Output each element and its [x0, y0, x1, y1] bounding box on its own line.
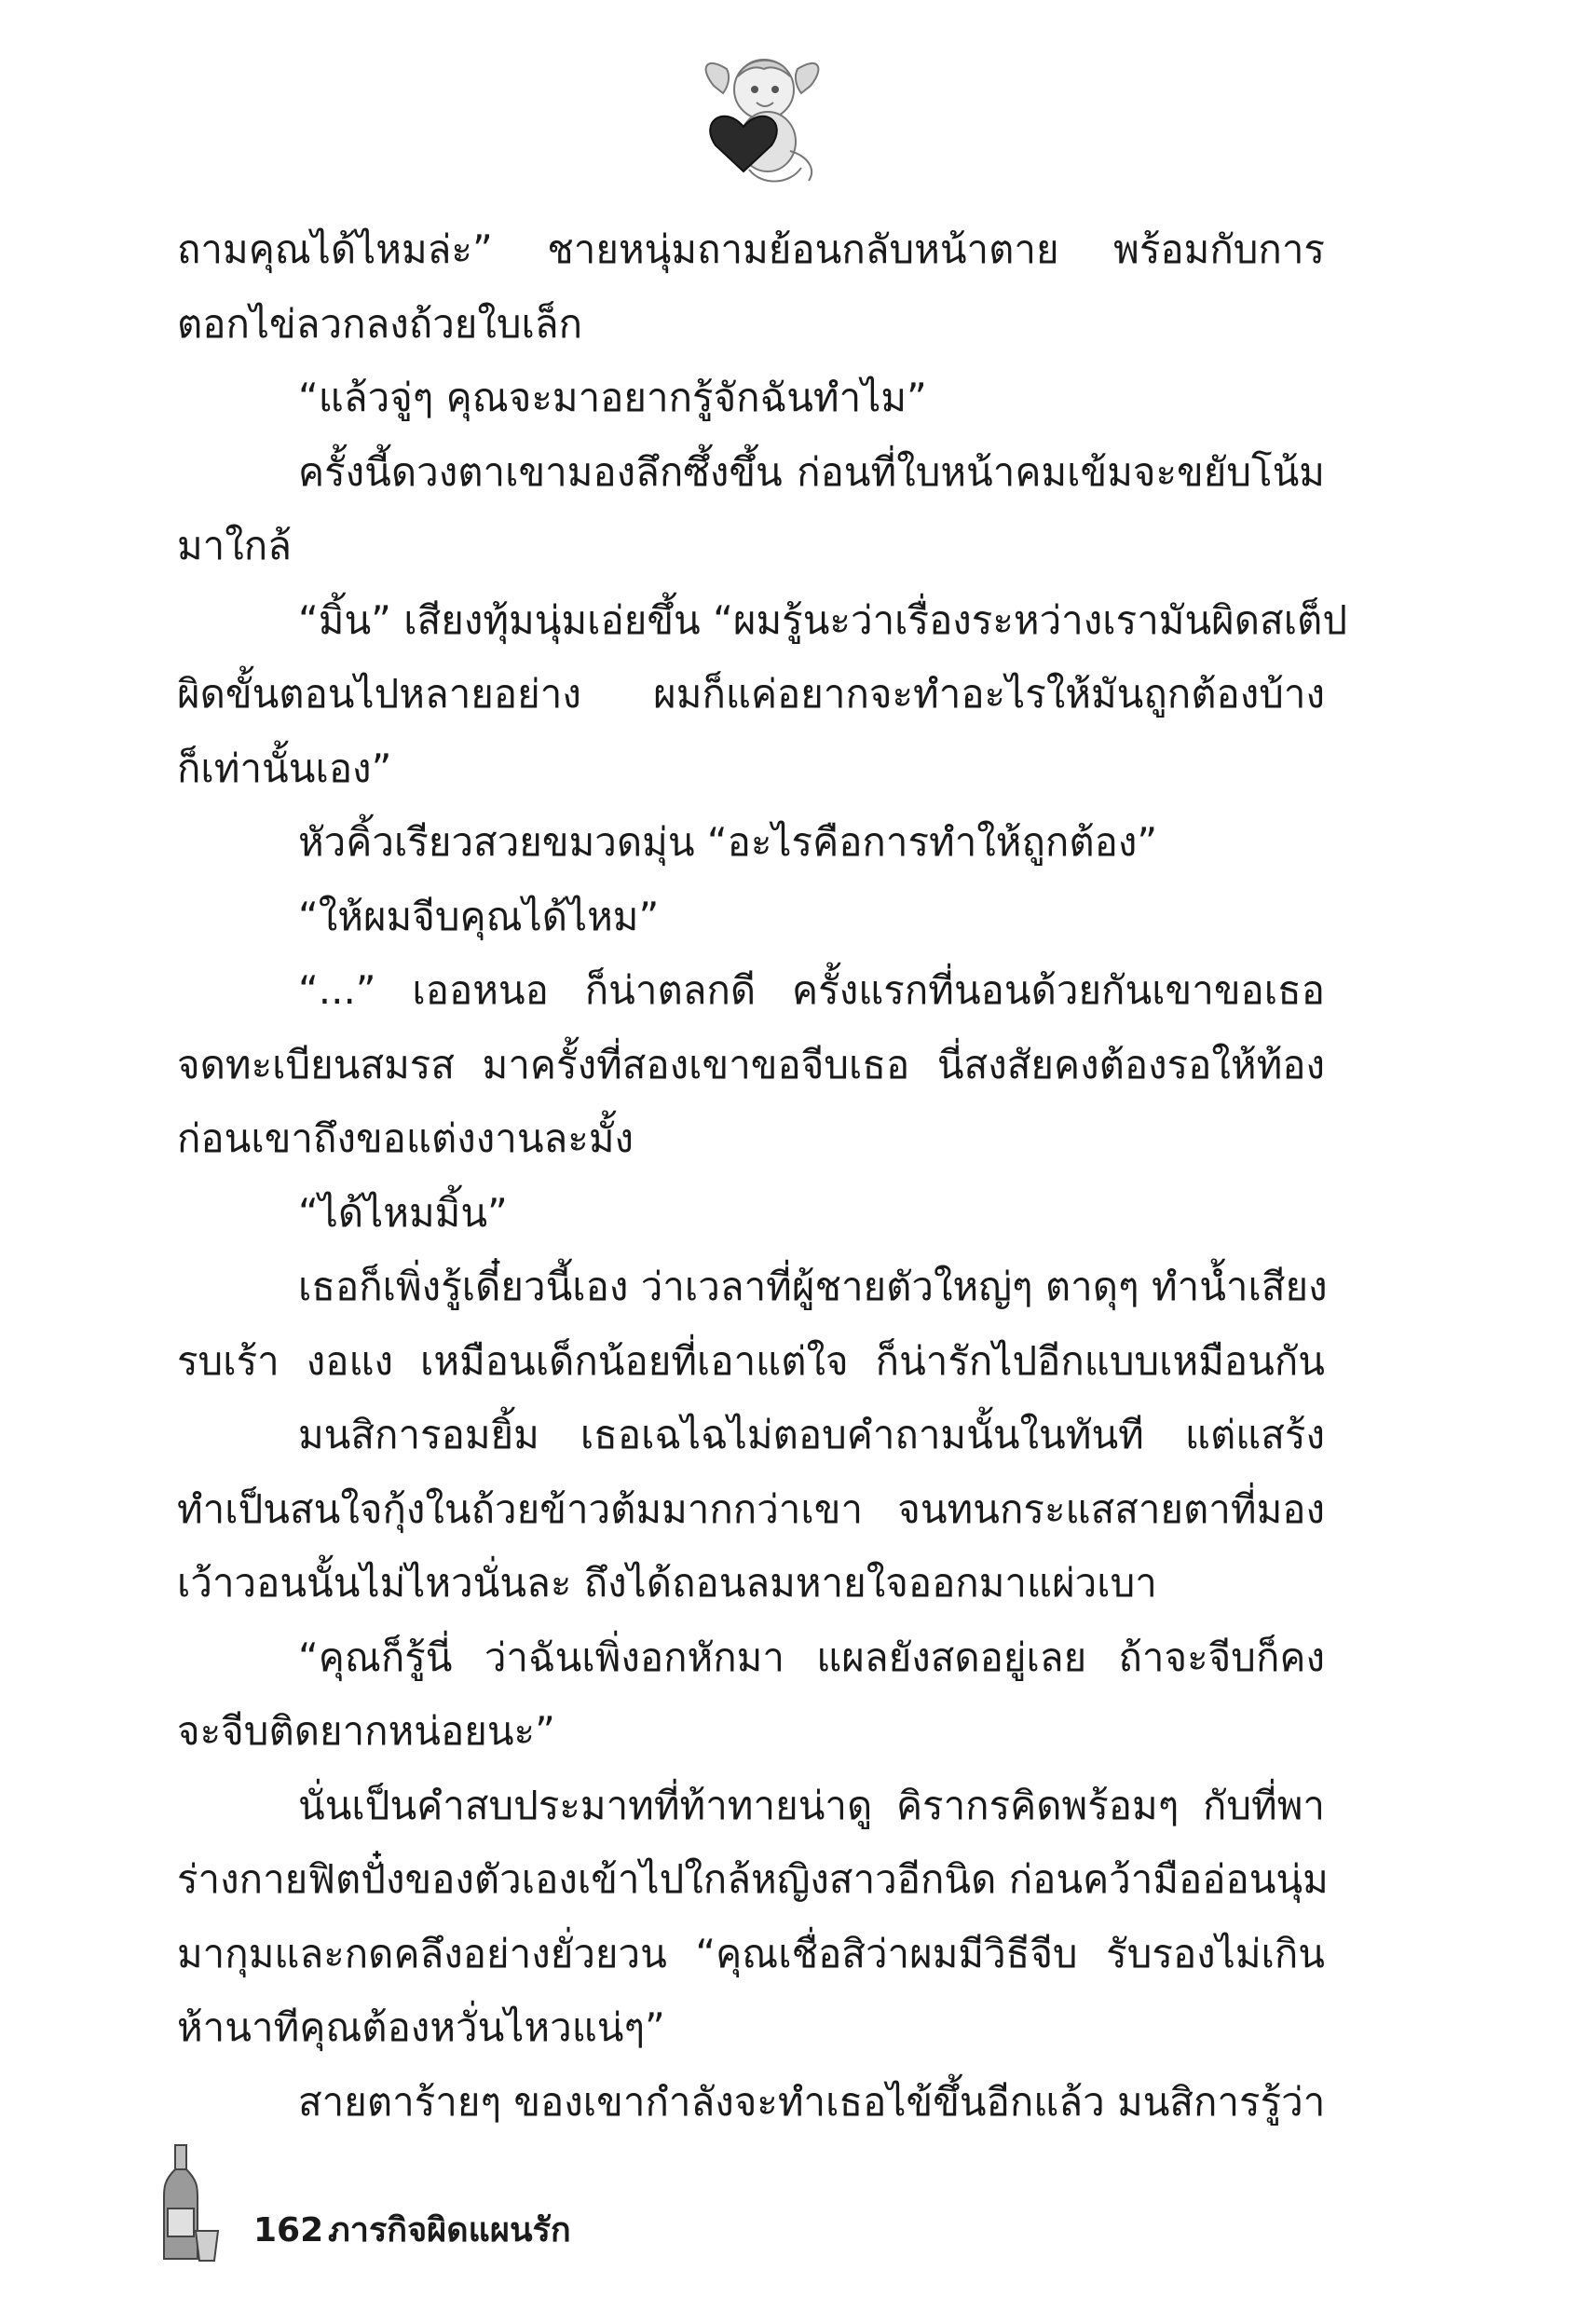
body-text — [177, 212, 1347, 2139]
text-line: เว้าวอนนั้นไม่ไหวนั่นละ ถึงได้ถอนลมหายใจออกมาแผ่วเบา — [177, 1560, 1157, 1606]
text-line: ก็เท่านั้นเอง” — [177, 745, 392, 791]
text-line: “แล้วจู่ๆ คุณจะมาอยากรู้จักฉันทำไม” — [298, 375, 927, 420]
text-line: มากุมและกดคลึงอย่างยั่วยวน “คุณเชื่อสิว่าผมมีวิธีจีบ รับรองไม่เกิน — [177, 1930, 1325, 1976]
text-line: หัวคิ้วเรียวสวยขมวดมุ่น “อะไรคือการทำให้ถูกต้อง” — [298, 819, 1158, 865]
text-line: “ได้ไหมมิ้น” — [298, 1189, 508, 1236]
book-title: ภารกิจผิดแผนรัก — [328, 2211, 571, 2249]
page-footer — [158, 2143, 717, 2264]
text-line: นั่นเป็นคำสบประมาทที่ท้าทายน่าดู คิรากรคิดพร้อมๆ กับที่พา — [298, 1782, 1325, 1828]
text-line: รบเร้า งอแง เหมือนเด็กน้อยที่เอาแต่ใจ ก็น่ารักไปอีกแบบเหมือนกัน — [177, 1337, 1325, 1384]
text-line: ครั้งนี้ดวงตาเขามองลึกซึ้งขึ้น ก่อนที่ใบหน้าคมเข้มจะขยับโน้ม — [298, 448, 1325, 495]
bottle-and-glass-icon — [158, 2143, 224, 2264]
text-line: “...” เออหนอ ก็น่าตลกดี ครั้งแรกที่นอนด้วยกันเขาขอเธอ — [298, 967, 1325, 1013]
text-line: ทำเป็นสนใจกุ้งในถ้วยข้าวต้มมากกว่าเขา จนทนกระแสสายตาที่มอง — [177, 1485, 1325, 1532]
text-line: จะจีบติดยากหน่อยนะ” — [177, 1708, 555, 1754]
text-line: มนสิการอมยิ้ม เธอเฉไฉไม่ตอบคำถามนั้นในทันที แต่แสร้ง — [298, 1412, 1325, 1457]
text-line: ผิดขั้นตอนไปหลายอย่าง ผมก็แค่อยากจะทำอะไรให้มันถูกต้องบ้าง — [177, 671, 1325, 717]
text-line: “ให้ผมจีบคุณได้ไหม” — [298, 893, 660, 939]
text-line: สายตาร้ายๆ ของเขากำลังจะทำเธอไข้ขึ้นอีกแล้ว มนสิการรู้ว่า — [298, 2078, 1326, 2125]
page-number: 162 — [253, 2211, 324, 2249]
text-line: ถามคุณได้ไหมล่ะ” ชายหนุ่มถามย้อนกลับหน้าตาย พร้อมกับการ — [177, 226, 1325, 272]
cupid-with-heart-icon — [697, 48, 827, 188]
text-line: ห้านาทีคุณต้องหวั่นไหวแน่ๆ” — [177, 2004, 665, 2050]
text-line: “คุณก็รู้นี่ ว่าฉันเพิ่งอกหักมา แผลยังสดอยู่เลย ถ้าจะจีบก็คง — [298, 1634, 1325, 1680]
text-line: เธอก็เพิ่งรู้เดี๋ยวนี้เอง ว่าเวลาที่ผู้ชายตัวใหญ่ๆ ตาดุๆ ทำน้ำเสียง — [298, 1264, 1328, 1309]
text-line: มาใกล้ — [177, 523, 292, 568]
text-line: “มิ้น” เสียงทุ้มนุ่มเอ่ยขึ้น “ผมรู้นะว่าเรื่องระหว่างเรามันผิดสเต็ป — [298, 596, 1347, 643]
text-line: จดทะเบียนสมรส มาครั้งที่สองเขาขอจีบเธอ นี่สงสัยคงต้องรอให้ท้อง — [177, 1041, 1325, 1087]
text-line: ตอกไข่ลวกลงถ้วยใบเล็ก — [177, 300, 583, 347]
text-line: ร่างกายฟิตปั๋งของตัวเองเข้าไปใกล้หญิงสาวอีกนิด ก่อนคว้ามืออ่อนนุ่ม — [177, 1856, 1329, 1902]
text-line: ก่อนเขาถึงขอแต่งงานละมั้ง — [177, 1115, 634, 1161]
